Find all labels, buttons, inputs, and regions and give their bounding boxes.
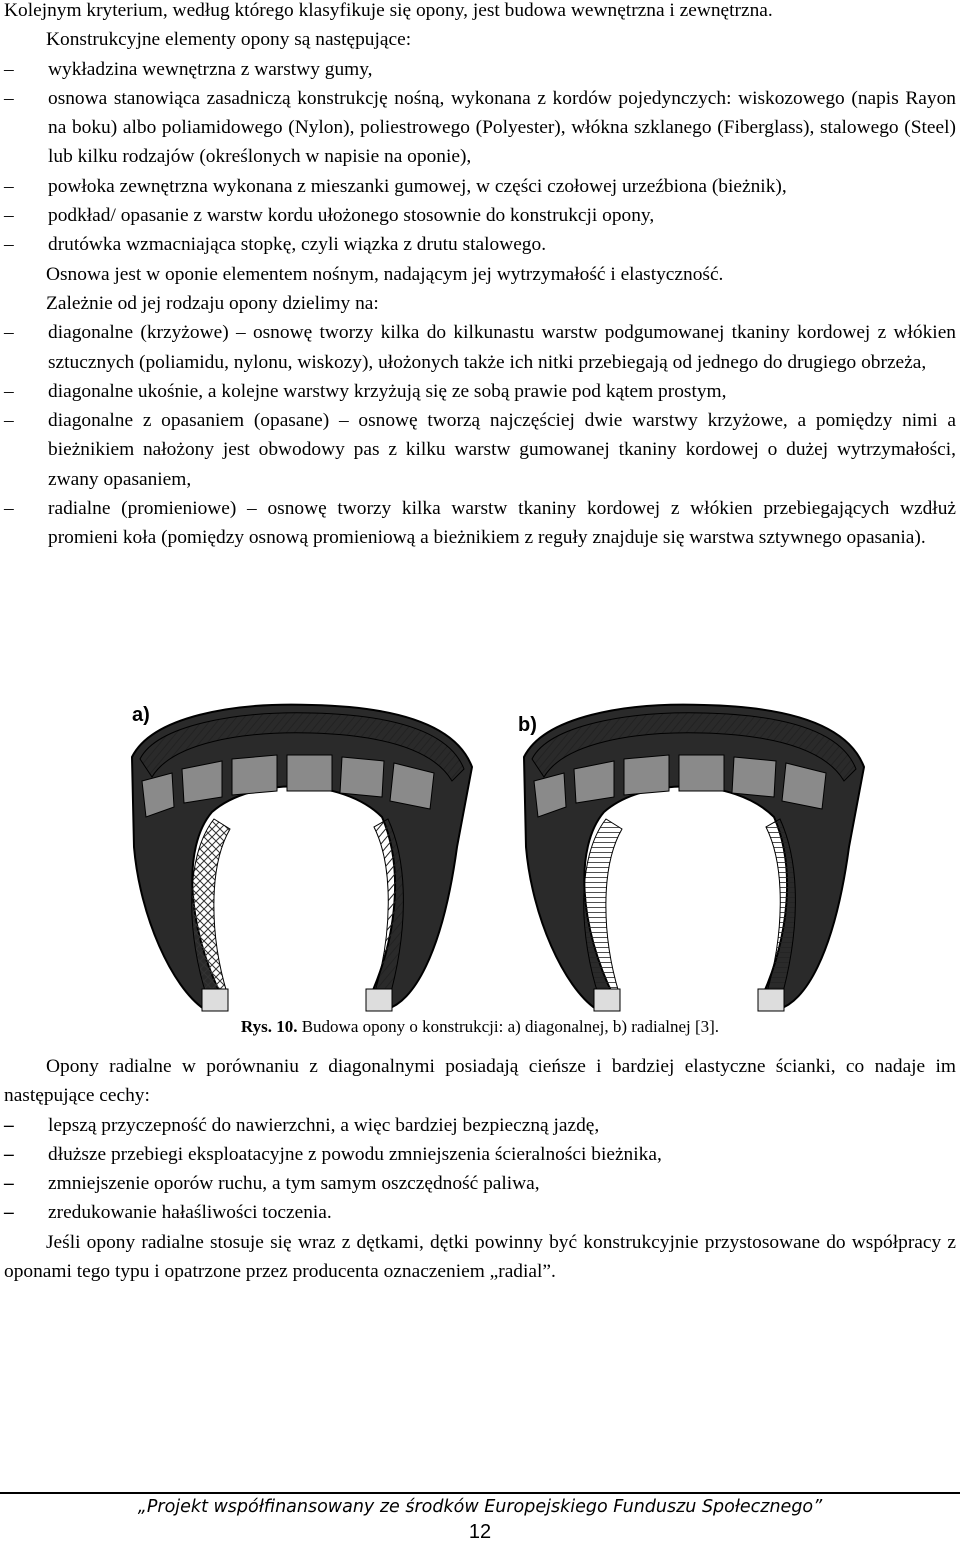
figure-caption [0, 1016, 960, 1038]
list-item: – zredukowanie hałaśliwości toczenia. [4, 1202, 332, 1224]
main-text-block [4, 0, 956, 553]
list-item: – drutówka wzmacniająca stopkę, czyli wiązka z drutu stalowego. [4, 234, 547, 256]
figure-label-b: b) [518, 714, 537, 736]
types-intro: Zależnie od jej rodzaju opony dzielimy na: [46, 292, 379, 314]
caption-text: Budowa opony o konstrukcji: a) diagonalnej, b) radialnej [3]. [301, 1017, 720, 1036]
tire-b-radial [518, 705, 864, 1011]
list-item: – dłuższe przebiegi eksploatacyjne z powodu zmniejszenia ścieralności bieżnika, [4, 1143, 662, 1165]
features-list [4, 1111, 956, 1228]
list-item: – radialne (promieniowe) – osnowę tworzy kilka warstw tkaniny kordowej z włókien przebiegających wzdłuż promieni koła (pomiędzy osnową promieniową a bieżnikiem z reguły znajduje się warstwa sztywnego opasania). [4, 498, 956, 549]
list-item: – powłoka zewnętrzna wykonana z mieszanki gumowej, w części czołowej urzeźbiona (bieżnik), [4, 175, 787, 197]
list-item: – podkład/ opasanie z warstw kordu ułożonego stosownie do konstrukcji opony, [4, 205, 655, 227]
list-item: – wykładzina wewnętrzna z warstwy gumy, [4, 58, 373, 80]
osnowa-paragraph: Osnowa jest w oponie elementem nośnym, nadającym jej wytrzymałość i elastyczność. [46, 263, 724, 285]
types-list [4, 318, 956, 552]
tire-cross-section-figure [112, 697, 868, 1017]
footer-text: „Projekt współfinansowany ze środków Europejskiego Funduszu Społecznego” [137, 1497, 823, 1517]
page-number: 12 [468, 1521, 492, 1543]
list-item: – zmniejszenie oporów ruchu, a tym samym oszczędność paliwa, [4, 1173, 540, 1195]
tube-paragraph: Jeśli opony radialne stosuje się wraz z dętkami, dętki powinny być konstrukcyjnie przystosowane do współpracy z oponami tego typu i opatrzone przez producenta oznaczeniem „radial”. [4, 1231, 956, 1283]
tire-a-diagonal [132, 704, 472, 1011]
list-item: – osnowa stanowiąca zasadniczą konstrukcję nośną, wykonana z kordów pojedynczych: wiskozowego (napis Rayon na boku) albo poliamidowego (Nylon), poliestrowego (Polyester), włókna szklanego (Fiberglass), stalowego (Steel) lub kilku rodzajów (określonych w napisie na oponie), [4, 87, 956, 168]
footer-divider [0, 1492, 960, 1494]
tire-illustration [112, 697, 868, 1017]
list-item: – lepszą przyczepność do nawierzchni, a więc bardziej bezpieczną jazdę, [4, 1114, 600, 1136]
list-item: – diagonalne ukośnie, a kolejne warstwy krzyżują się ze sobą prawie pod kątem prostym, [4, 380, 727, 402]
radial-paragraph: Opony radialne w porównaniu z diagonalnymi posiadają cieńsze i bardziej elastyczne ścianki, co nadaje im następujące cechy: [4, 1056, 956, 1107]
elements-intro: Konstrukcyjne elementy opony są następujące: [46, 29, 412, 51]
caption-number: Rys. 10. [240, 1017, 298, 1036]
elements-list [4, 55, 956, 260]
radial-text-block [4, 1052, 956, 1286]
figure-label-a: a) [132, 704, 150, 726]
list-item: – diagonalne z opasaniem (opasane) – osnowę tworzą najczęściej dwie warstwy krzyżowe, a pomiędzy nimi a bieżnikiem nałożony jest obwodowy pas z kilku warstw gumowanej tkaniny kordowej o dużej wytrzymałości, zwany opasaniem, [4, 410, 956, 490]
list-item: – diagonalne (krzyżowe) – osnowę tworzy kilka do kilkunastu warstw podgumowanej tkaniny kordowej z włókien sztucznych (poliamidu, nylonu, wiskozy), ułożonych także ich nitki przebiegają od jednego do drugiego obrzeża, [4, 322, 956, 373]
intro-paragraph: Kolejnym kryterium, według którego klasyfikuje się opony, jest budowa wewnętrzna i zewnętrzna. [4, 0, 773, 21]
